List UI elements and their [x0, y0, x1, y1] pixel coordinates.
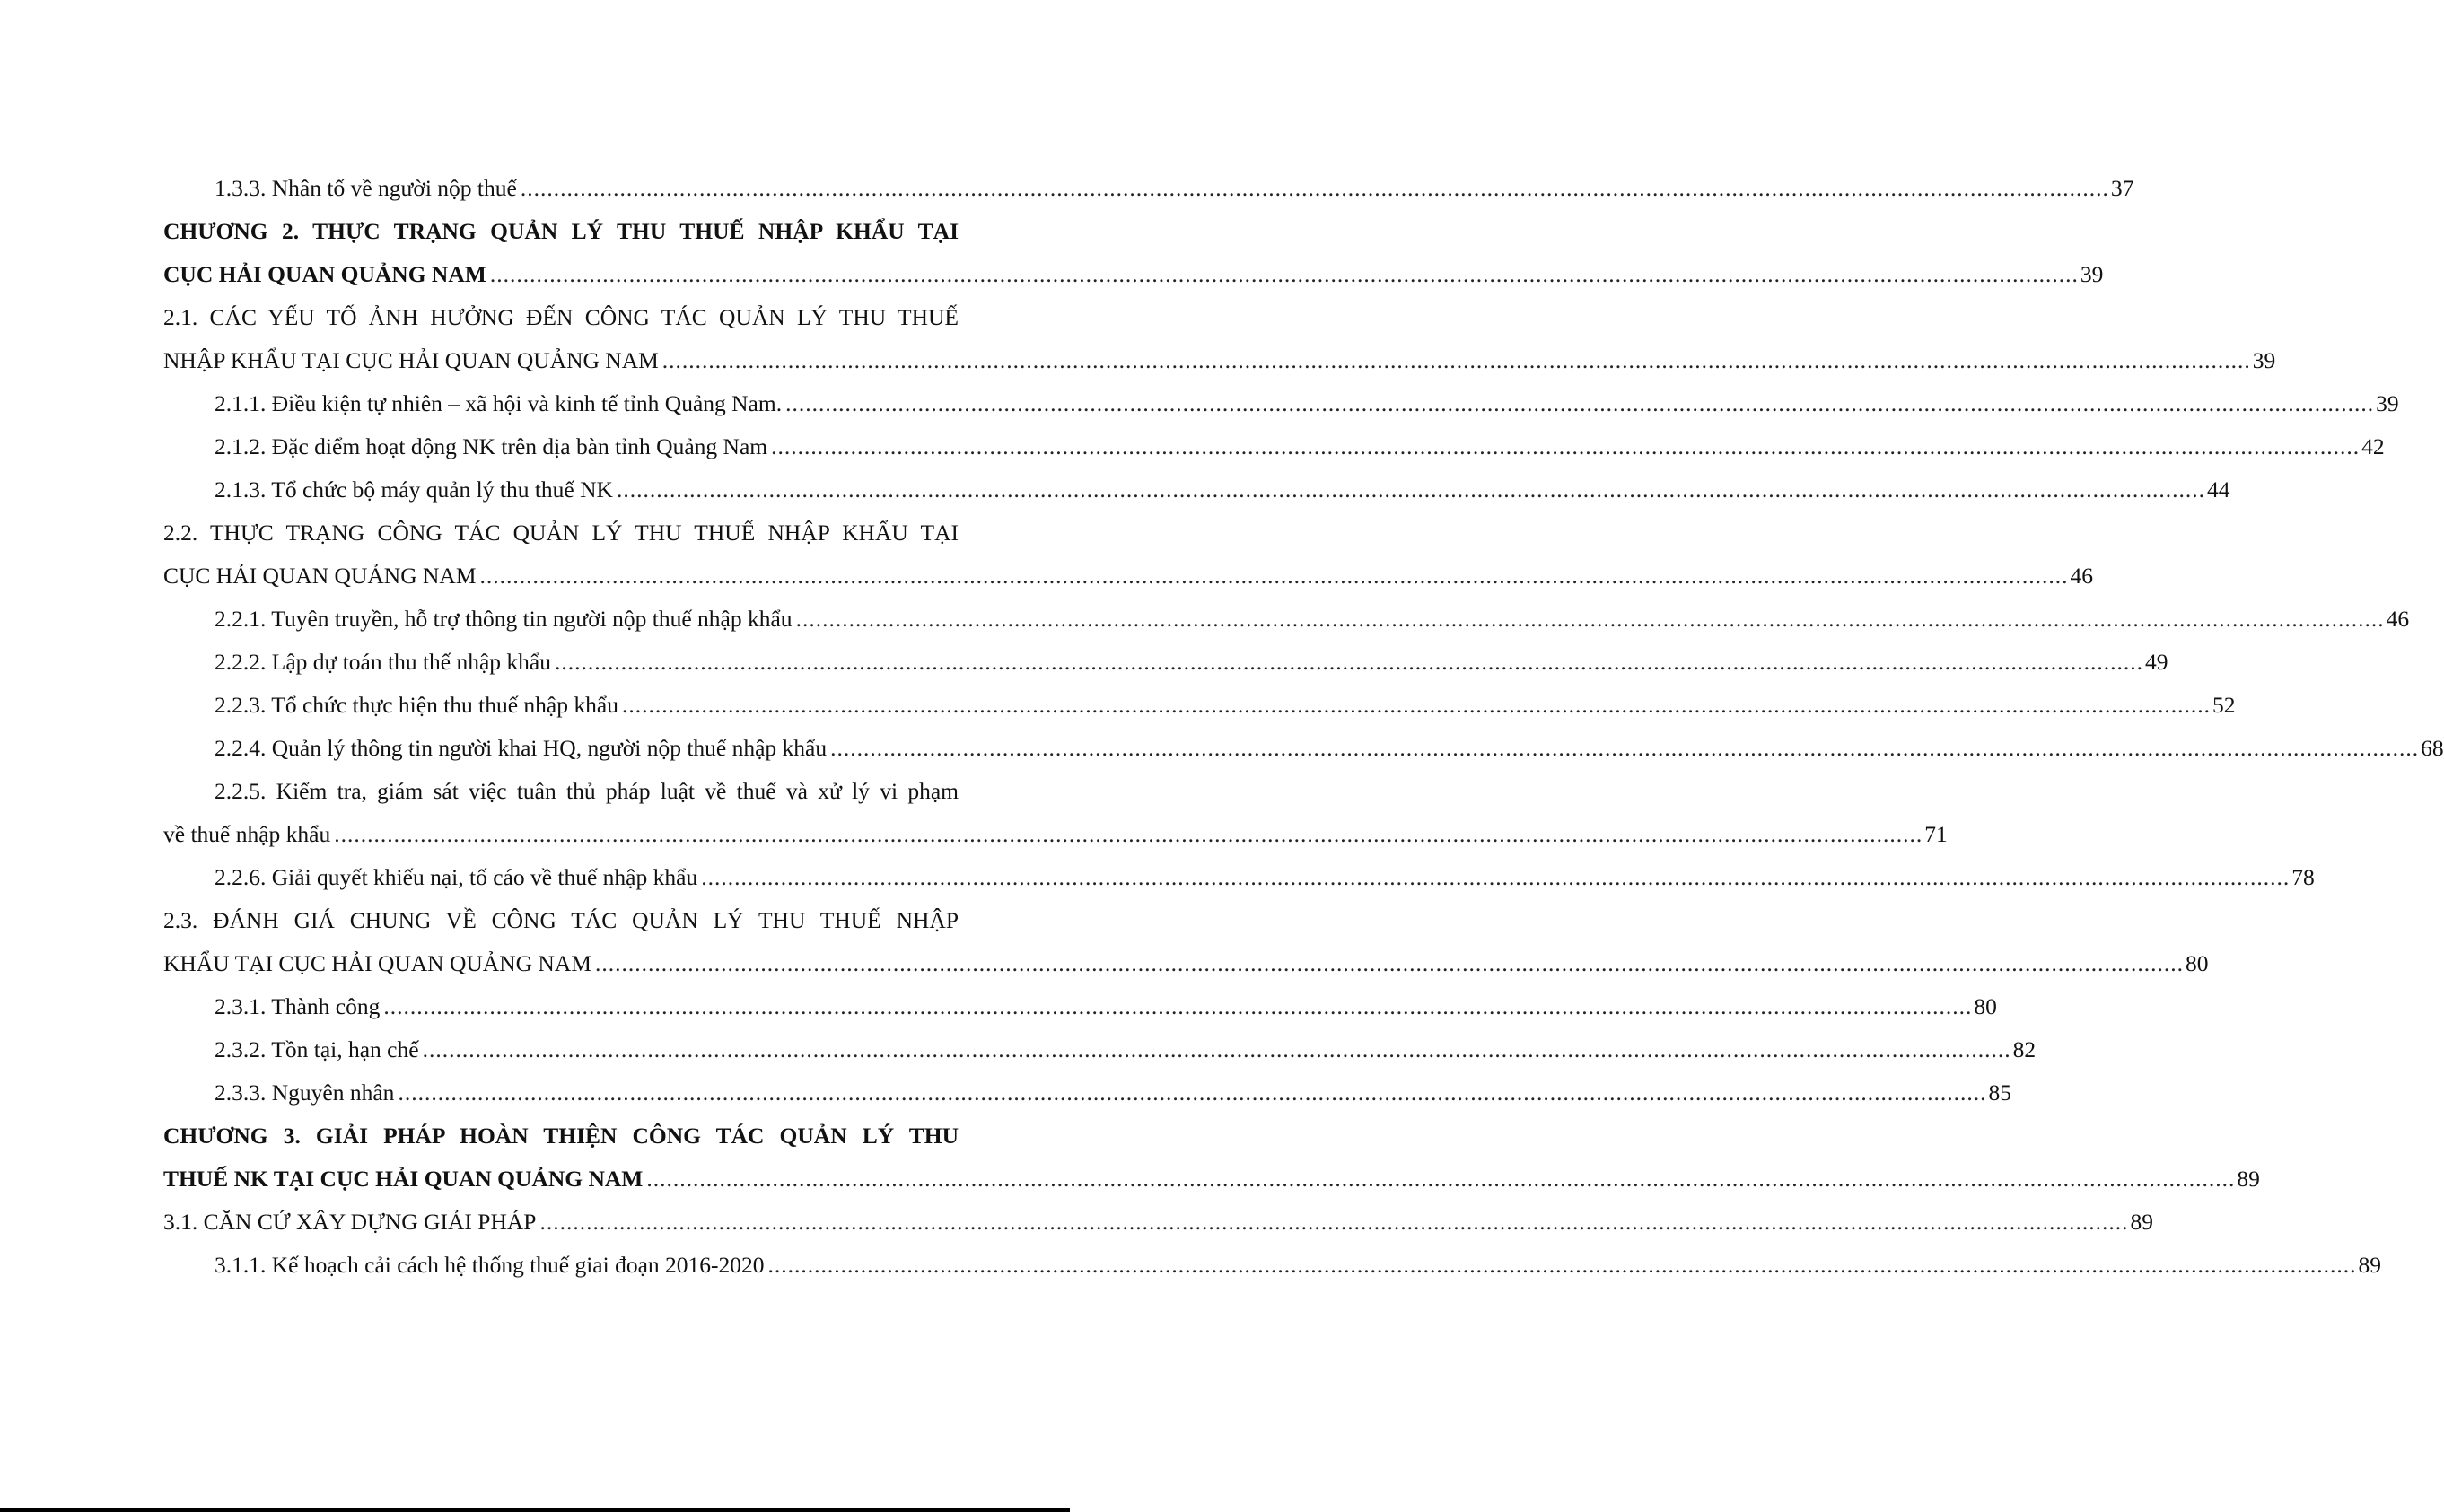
toc-entry[interactable]	[163, 167, 2134, 210]
toc-entry[interactable]	[163, 425, 2385, 468]
toc-page-number: 44	[2206, 476, 2230, 503]
toc-entry-title-line1: 2.2.5. Kiểm tra, giám sát việc tuân thủ pháp luật về thuế và xử lý vi phạm	[215, 778, 959, 804]
toc-section-entry[interactable]	[163, 1201, 2153, 1244]
dot-leader: ................................................................................................................................................................................................................................................	[785, 390, 2375, 416]
toc-entry[interactable]	[163, 684, 2236, 727]
toc-entry[interactable]	[163, 985, 1997, 1028]
toc-page-number: 42	[2361, 433, 2385, 459]
toc-entry-title: 2.3.2. Tồn tại, hạn chế	[215, 1036, 419, 1062]
toc-section-entry[interactable]	[163, 296, 2276, 382]
toc-entry-title: CỤC HẢI QUAN QUẢNG NAM	[163, 261, 486, 287]
toc-page-number: 89	[2358, 1252, 2382, 1278]
dot-leader: ................................................................................................................................................................................................................................................	[661, 347, 2251, 373]
toc-entry-title: 2.3.1. Thành công	[215, 993, 381, 1019]
toc-section-entry[interactable]	[163, 899, 2209, 985]
table-of-contents	[163, 167, 2444, 1287]
toc-chapter-entry[interactable]	[163, 1114, 2260, 1201]
toc-entry[interactable]	[163, 1071, 2011, 1114]
toc-page-number: 71	[1924, 821, 1948, 847]
toc-entry-title: THUẾ NK TẠI CỤC HẢI QUAN QUẢNG NAM	[163, 1166, 644, 1192]
dot-leader: ................................................................................................................................................................................................................................................	[520, 175, 2109, 201]
toc-entry-title: 2.2.2. Lập dự toán thu thế nhập khẩu	[215, 649, 551, 675]
toc-page-number: 80	[1974, 993, 1997, 1019]
toc-page-number: 39	[2376, 390, 2399, 416]
toc-entry-title-line1: 2.3. ĐÁNH GIÁ CHUNG VỀ CÔNG TÁC QUẢN LÝ THU THUẾ NHẬP	[163, 907, 959, 933]
dot-leader: ................................................................................................................................................................................................................................................	[398, 1079, 1987, 1106]
toc-page-number: 78	[2291, 864, 2315, 890]
dot-leader: ................................................................................................................................................................................................................................................	[795, 606, 2385, 632]
dot-leader: ................................................................................................................................................................................................................................................	[701, 864, 2291, 890]
dot-leader: ................................................................................................................................................................................................................................................	[479, 563, 2069, 589]
dot-leader: ................................................................................................................................................................................................................................................	[594, 950, 2184, 976]
dot-leader: ................................................................................................................................................................................................................................................	[383, 993, 1973, 1019]
toc-entry-title: 2.2.6. Giải quyết khiếu nại, tố cáo về thuế nhập khẩu	[215, 864, 698, 890]
toc-page-number: 68	[2421, 735, 2444, 761]
toc-page-number: 39	[2080, 261, 2104, 287]
toc-entry-title: 2.1.2. Đặc điểm hoạt động NK trên địa bàn tỉnh Quảng Nam	[215, 433, 768, 459]
toc-entry-title: 2.2.3. Tổ chức thực hiện thu thuế nhập khẩu	[215, 692, 618, 718]
toc-entry[interactable]	[163, 468, 2230, 511]
dot-leader: ................................................................................................................................................................................................................................................	[621, 692, 2211, 718]
toc-entry-title-line1: CHƯƠNG 3. GIẢI PHÁP HOÀN THIỆN CÔNG TÁC QUẢN LÝ THU	[163, 1123, 959, 1149]
toc-entry-title-line1: CHƯƠNG 2. THỰC TRẠNG QUẢN LÝ THU THUẾ NHẬP KHẨU TẠI	[163, 218, 959, 244]
toc-page-number: 89	[2237, 1166, 2260, 1192]
page-bottom-border	[0, 1508, 1070, 1512]
toc-entry[interactable]	[163, 1244, 2382, 1287]
toc-chapter-entry[interactable]	[163, 210, 2104, 296]
dot-leader: ................................................................................................................................................................................................................................................	[555, 649, 2143, 675]
toc-entry-title: 1.3.3. Nhân tố về người nộp thuế	[215, 175, 517, 201]
dot-leader: ................................................................................................................................................................................................................................................	[422, 1036, 2011, 1062]
toc-entry-title: 3.1. CĂN CỨ XÂY DỰNG GIẢI PHÁP	[163, 1209, 537, 1235]
toc-page-number: 39	[2252, 347, 2276, 373]
toc-entry-title-line1: 2.1. CÁC YẾU TỐ ẢNH HƯỞNG ĐẾN CÔNG TÁC QUẢN LÝ THU THUẾ	[163, 304, 959, 330]
toc-entry[interactable]	[163, 856, 2315, 899]
toc-entry[interactable]	[163, 382, 2399, 425]
toc-entry-title-line1: 2.2. THỰC TRẠNG CÔNG TÁC QUẢN LÝ THU THUẾ NHẬP KHẨU TẠI	[163, 520, 959, 546]
toc-entry-title: 2.3.3. Nguyên nhân	[215, 1079, 395, 1106]
toc-page-number: 46	[2070, 563, 2093, 589]
dot-leader: ................................................................................................................................................................................................................................................	[334, 821, 1923, 847]
toc-entry-title: NHẬP KHẨU TẠI CỤC HẢI QUAN QUẢNG NAM	[163, 347, 659, 373]
toc-entry-title: 3.1.1. Kế hoạch cải cách hệ thống thuế giai đoạn 2016-2020	[215, 1252, 765, 1278]
toc-page-number: 89	[2130, 1209, 2153, 1235]
toc-entry[interactable]	[163, 641, 2168, 684]
dot-leader: ................................................................................................................................................................................................................................................	[830, 735, 2420, 761]
dot-leader: ................................................................................................................................................................................................................................................	[539, 1209, 2129, 1235]
toc-entry[interactable]	[163, 727, 2444, 770]
toc-entry[interactable]	[163, 598, 2410, 641]
toc-entry[interactable]	[163, 1028, 2037, 1071]
dot-leader: ................................................................................................................................................................................................................................................	[646, 1166, 2236, 1192]
toc-page-number: 85	[1988, 1079, 2011, 1106]
toc-section-entry[interactable]	[163, 511, 2093, 598]
toc-entry[interactable]	[163, 770, 1948, 856]
dot-leader: ................................................................................................................................................................................................................................................	[771, 433, 2361, 459]
dot-leader: ................................................................................................................................................................................................................................................	[767, 1252, 2357, 1278]
dot-leader: ................................................................................................................................................................................................................................................	[489, 261, 2079, 287]
toc-entry-title: CỤC HẢI QUAN QUẢNG NAM	[163, 563, 477, 589]
toc-entry-title: về thuế nhập khẩu	[163, 821, 331, 847]
toc-page-number: 82	[2012, 1036, 2037, 1062]
toc-page-number: 52	[2212, 692, 2236, 718]
toc-entry-title: 2.2.1. Tuyên truyền, hỗ trợ thông tin người nộp thuế nhập khẩu	[215, 606, 793, 632]
dot-leader: ................................................................................................................................................................................................................................................	[616, 476, 2205, 503]
toc-page-number: 46	[2386, 606, 2410, 632]
toc-page-number: 37	[2110, 175, 2134, 201]
toc-entry-title: 2.1.3. Tổ chức bộ máy quản lý thu thuế NK	[215, 476, 613, 503]
toc-page-number: 80	[2185, 950, 2209, 976]
toc-entry-title: 2.1.1. Điều kiện tự nhiên – xã hội và kinh tế tỉnh Quảng Nam.	[215, 390, 783, 416]
toc-page-number: 49	[2145, 649, 2168, 675]
toc-entry-title: 2.2.4. Quản lý thông tin người khai HQ, người nộp thuế nhập khẩu	[215, 735, 828, 761]
toc-entry-title: KHẨU TẠI CỤC HẢI QUAN QUẢNG NAM	[163, 950, 591, 976]
